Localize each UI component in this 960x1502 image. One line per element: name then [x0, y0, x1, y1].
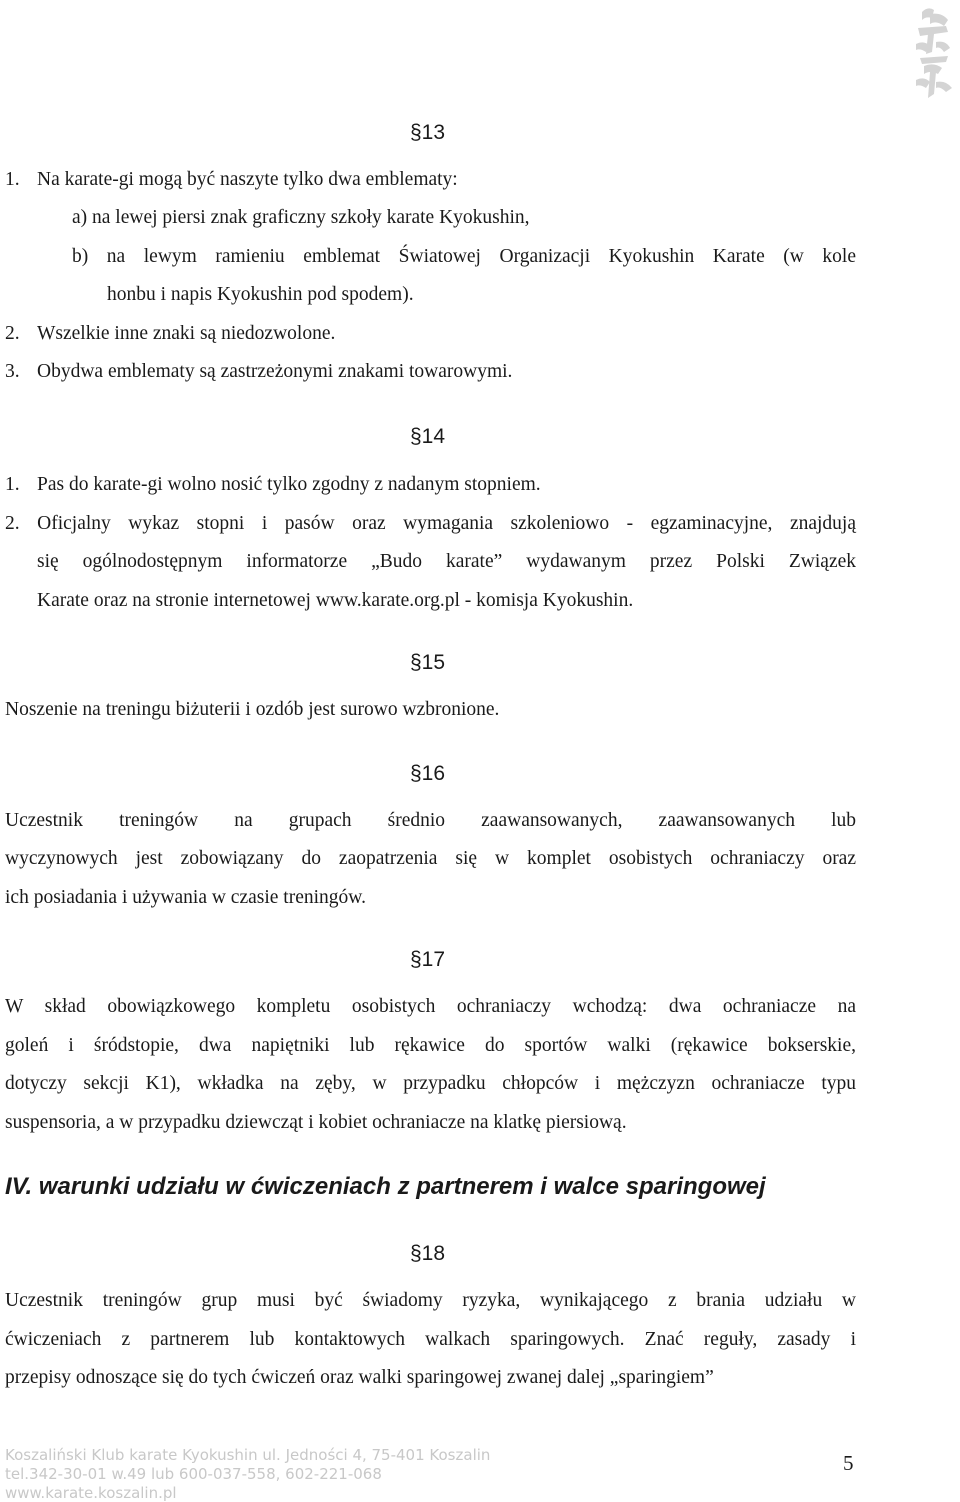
footer-phone: tel.342-30-01 w.49 lub 600-037-558, 602-221-068 [5, 1465, 382, 1483]
item-number: 3. [5, 361, 20, 382]
section-13-item-1 [5, 169, 458, 191]
section-15-title: §15 [410, 651, 446, 674]
section-16-line-2: wyczynowych jest zobowiązany do zaopatrzenia się w komplet osobistych ochraniaczy oraz [5, 848, 856, 869]
footer-address: Koszaliński Klub karate Kyokushin ul. Jedności 4, 75-401 Koszalin [5, 1446, 491, 1464]
item-text: Pas do karate-gi wolno nosić tylko zgodny z nadanym stopniem. [37, 474, 541, 495]
section-18-title: §18 [410, 1242, 446, 1265]
section-17-line-2: goleń i śródstopie, dwa napiętniki lub rękawice do sportów walki (rękawice bokserskie, [5, 1035, 856, 1056]
section-17-line-1: W skład obowiązkowego kompletu osobistych ochraniaczy wchodzą: dwa ochraniacze na [5, 996, 856, 1017]
section-13-item-3 [5, 361, 512, 383]
item-text: Wszelkie inne znaki są niedozwolone. [37, 323, 336, 344]
item-number: 1. [5, 474, 20, 495]
section-16-title: §16 [410, 762, 446, 785]
section-18-line-1: Uczestnik treningów grup musi być świadomy ryzyka, wynikającego z brania udziału w [5, 1290, 856, 1311]
section-13-item-2 [5, 323, 335, 345]
section-13-item-1b-line-2: honbu i napis Kyokushin pod spodem). [107, 284, 414, 305]
item-number: 2. [5, 323, 20, 344]
section-13-item-1a: a) na lewej piersi znak graficzny szkoły karate Kyokushin, [72, 207, 530, 228]
section-14-item-2-line-2: się ogólnodostępnym informatorze „Budo karate” wydawanym przez Polski Związek [37, 551, 856, 572]
section-17-line-4: suspensoria, a w przypadku dziewcząt i kobiet ochraniacze na klatkę piersiową. [5, 1112, 627, 1133]
section-17-line-3: dotyczy sekcji K1), wkładka na zęby, w przypadku chłopców i mężczyzn ochraniacze typu [5, 1073, 856, 1094]
section-14-item-1 [5, 474, 541, 496]
chapter-heading: IV. warunki udziału w ćwiczeniach z partnerem i walce sparingowej [5, 1173, 766, 1200]
item-text: Na karate-gi mogą być naszyte tylko dwa emblematy: [37, 169, 458, 190]
item-text: Obydwa emblematy są zastrzeżonymi znakami towarowymi. [37, 361, 513, 382]
section-14-title: §14 [410, 425, 446, 448]
item-number: 1. [5, 169, 20, 190]
section-14-item-2-line-1: 2. Oficjalny wykaz stopni i pasów oraz wymagania szkoleniowo - egzaminacyjne, znajdują [5, 513, 856, 534]
kyokushin-calligraphy-logo [908, 4, 956, 104]
section-18-line-2: ćwiczeniach z partnerem lub kontaktowych walkach sparingowych. Znać reguły, zasady i [5, 1329, 856, 1350]
section-13-item-1b-line-1: b) na lewym ramieniu emblemat Światowej Organizacji Kyokushin Karate (w kole [72, 246, 856, 267]
section-14-item-2-line-3: Karate oraz na stronie internetowej www.karate.org.pl - komisja Kyokushin. [37, 590, 634, 611]
page-number: 5 [843, 1451, 854, 1475]
footer-website[interactable]: www.karate.koszalin.pl [5, 1484, 177, 1502]
section-15-text: Noszenie na treningu biżuterii i ozdób jest surowo wzbronione. [5, 699, 500, 720]
section-16-line-1: Uczestnik treningów na grupach średnio zaawansowanych, zaawansowanych lub [5, 810, 856, 831]
section-16-line-3: ich posiadania i używania w czasie treningów. [5, 887, 366, 908]
section-13-title: §13 [410, 121, 446, 144]
section-18-line-3: przepisy odnoszące się do tych ćwiczeń oraz walki sparingowej zwanej dalej „sparingiem” [5, 1367, 714, 1388]
section-17-title: §17 [410, 948, 446, 971]
